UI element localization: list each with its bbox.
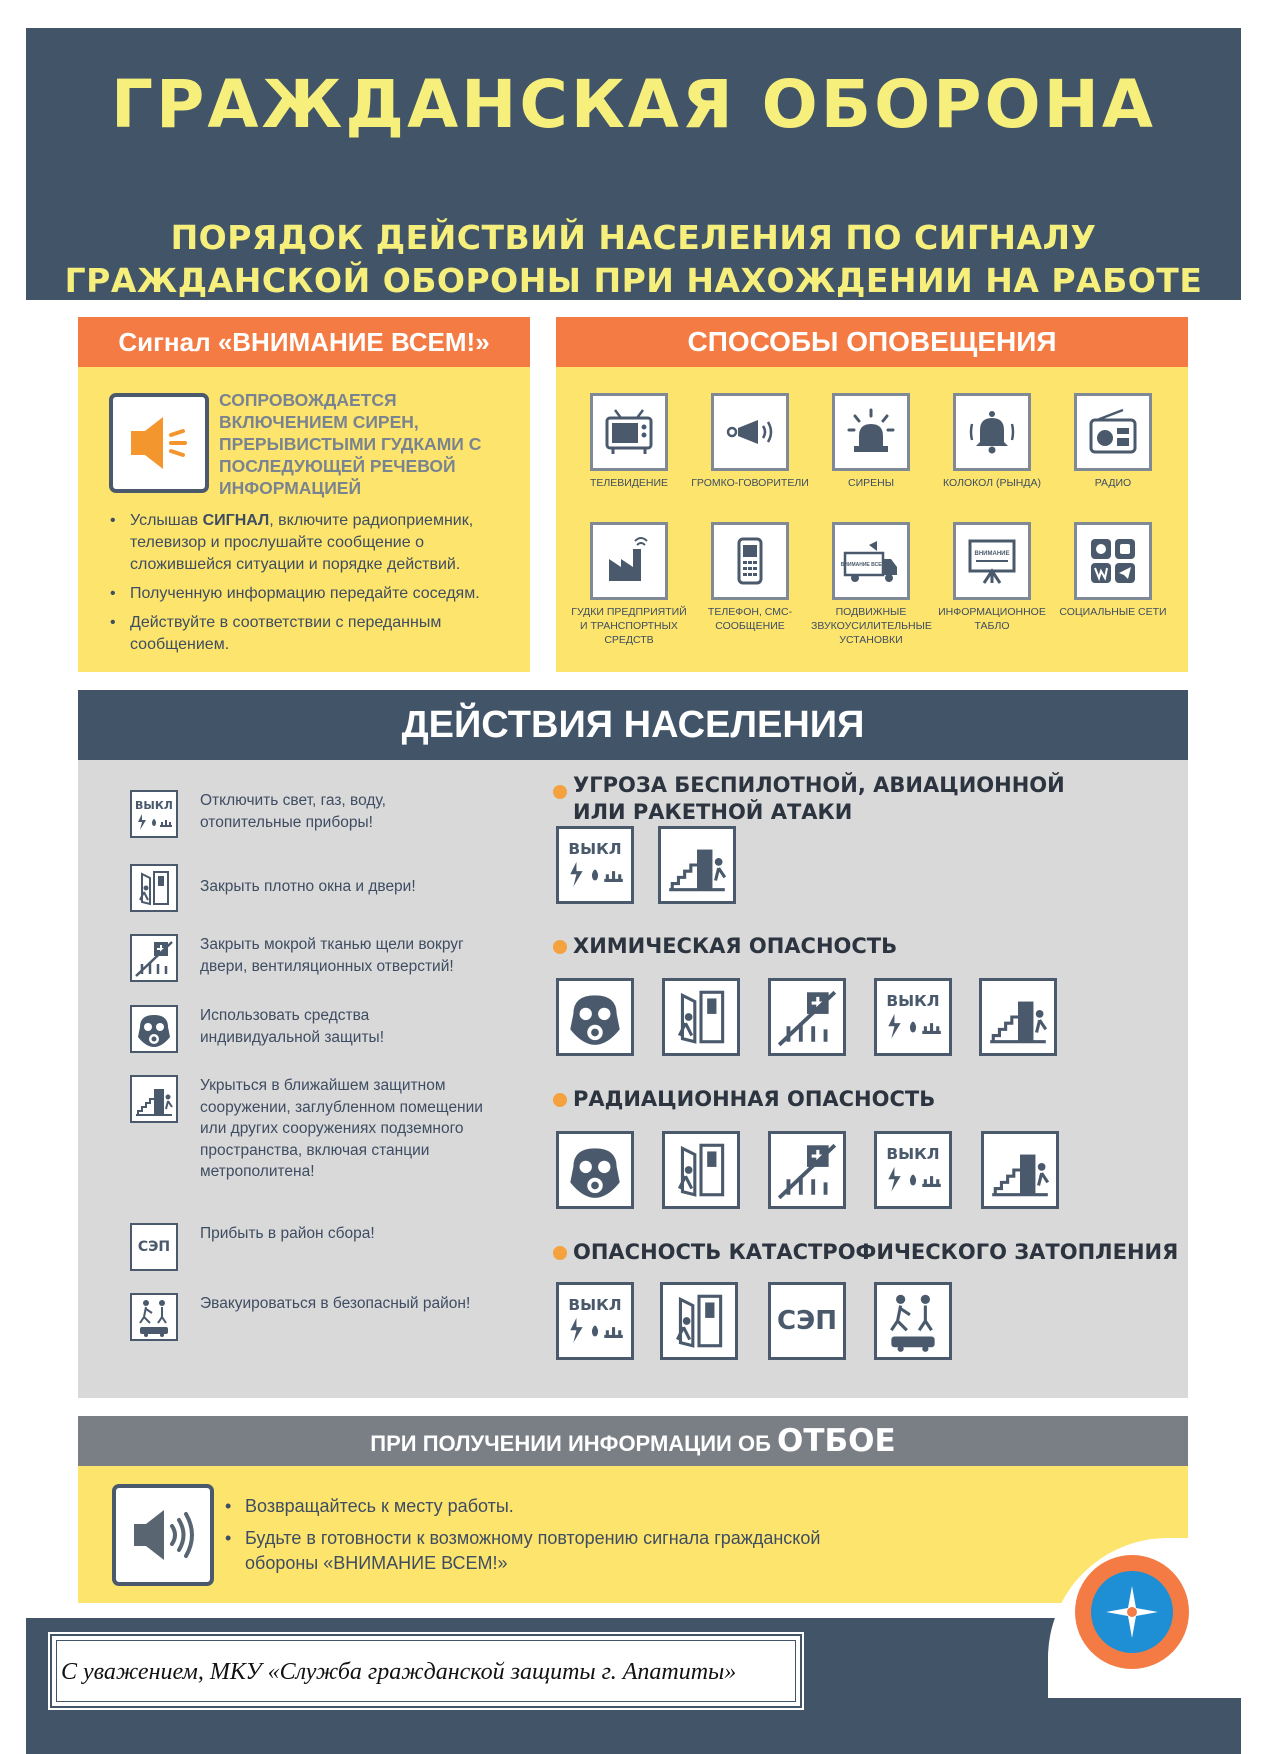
page-subtitle (26, 216, 1241, 302)
shelter-icon (658, 826, 736, 904)
method-label: КОЛОКОЛ (РЫНДА) (943, 477, 1041, 489)
close-doors-icon (662, 1131, 740, 1209)
action-text: Прибыть в район сбора! (200, 1225, 375, 1242)
method-label: СОЦИАЛЬНЫЕ СЕТИ (1059, 606, 1167, 618)
close-doors-icon (662, 978, 740, 1056)
threat-title-line: ИЛИ РАКЕТНОЙ АТАКИ (573, 800, 853, 824)
switch-off-icon (556, 1282, 634, 1360)
close-doors-icon (660, 1282, 738, 1360)
action-text: Укрыться в ближайшем защитном сооружении, заглубленном помещении или других сооружениях подземного пространства, включая станции метрополитена! (200, 1077, 483, 1180)
signal-bullet-1 (108, 510, 523, 576)
switch-off-icon (130, 790, 178, 838)
evacuation-icon (874, 1282, 952, 1360)
board-sign-text: ВНИМАНИЕ (974, 551, 1010, 557)
page-title: ГРАЖДАНСКАЯ ОБОРОНА (111, 66, 1156, 143)
method-tv (569, 393, 689, 490)
all-clear-title-strong: ОТБОЕ (777, 1423, 896, 1459)
method-label: ИНФОРМАЦИОННОЕ ТАБЛО (938, 606, 1046, 632)
radio-icon (1074, 393, 1152, 471)
bell-icon (953, 393, 1031, 471)
method-loudspeakers (690, 393, 810, 490)
off-label: ВЫКЛ (568, 1296, 622, 1315)
actions-title: ДЕЙСТВИЯ НАСЕЛЕНИЯ (78, 690, 1188, 760)
van-sign-text: ВНИМАНИЕ ВСЕМ! (840, 562, 888, 568)
board-icon (953, 522, 1031, 600)
gas-mask-icon (556, 1131, 634, 1209)
method-label: ТЕЛЕФОН, СМС-СООБЩЕНИЕ (707, 606, 793, 632)
shelter-icon (981, 1131, 1059, 1209)
gas-mask-icon (130, 1005, 178, 1053)
action-text: Закрыть плотно окна и двери! (200, 878, 416, 895)
phone-icon (711, 522, 789, 600)
method-label: СИРЕНЫ (847, 477, 894, 489)
loudspeaker-icon (711, 393, 789, 471)
signal-description: СОПРОВОЖДАЕТСЯ ВКЛЮЧЕНИЕМ СИРЕН, ПРЕРЫВИСТЫМИ ГУДКАМИ С ПОСЛЕДУЮЩЕЙ РЕЧЕВОЙ ИНФОРМАЦИЕЙ (219, 390, 482, 498)
signature-box (50, 1634, 802, 1708)
social-icon (1074, 522, 1152, 600)
header-banner (26, 28, 1241, 300)
sep-icon (768, 1282, 846, 1360)
action-text: Использовать средства индивидуальной защиты! (200, 1007, 385, 1046)
bullet-prefix: Услышав (130, 512, 203, 529)
no-ventilation-icon (768, 1131, 846, 1209)
switch-off-icon (874, 978, 952, 1056)
threat-bullet-dot (553, 940, 567, 954)
all-clear-bullet-1: • Возвращайтесь к месту работы. (223, 1494, 843, 1519)
action-text: Закрыть мокрой тканью щели вокруг двери, вентиляционных отверстий! (200, 936, 464, 975)
actions-panel (78, 760, 1188, 1398)
switch-off-icon (556, 826, 634, 904)
signal-title: Сигнал «ВНИМАНИЕ ВСЕМ!» (78, 317, 530, 367)
method-label: ГРОМКО-ГОВОРИТЕЛИ (691, 477, 809, 489)
all-clear-title-prefix: ПРИ ПОЛУЧЕНИИ ИНФОРМАЦИИ ОБ (370, 1431, 771, 1456)
civil-defense-emblem (1075, 1555, 1189, 1669)
methods-title: СПОСОБЫ ОПОВЕЩЕНИЯ (556, 317, 1188, 367)
no-ventilation-icon (130, 934, 178, 982)
action-text: Эвакуироваться в безопасный район! (200, 1295, 471, 1312)
threat-title-radiation: РАДИАЦИОННАЯ ОПАСНОСТЬ (573, 1087, 936, 1111)
off-label: ВЫКЛ (135, 799, 173, 812)
bullet-rest: , включите радиоприемник, телевизор и прослушайте сообщение о сложившейся ситуации и порядке действий. (130, 512, 474, 573)
threat-bullet-dot (553, 1246, 567, 1260)
method-label: ПОДВИЖНЫЕ ЗВУКОУСИЛИТЕЛЬНЫЕ УСТАНОВКИ (811, 606, 932, 646)
method-factory-horns (569, 522, 689, 647)
method-radio (1053, 393, 1173, 490)
sep-icon (130, 1223, 178, 1271)
speaker-icon (109, 393, 209, 493)
sep-label: СЭП (777, 1306, 837, 1336)
tv-icon (590, 393, 668, 471)
signature-text: С уважением, МКУ «Служба гражданской защиты г. Апатиты» (56, 1640, 796, 1702)
off-label: ВЫКЛ (886, 992, 940, 1011)
off-label: ВЫКЛ (886, 1145, 940, 1164)
all-clear-instructions (223, 1494, 843, 1583)
method-sirens (811, 393, 931, 490)
speaker-icon (112, 1484, 214, 1586)
signal-instructions (108, 510, 523, 663)
signal-panel (78, 317, 530, 672)
off-label: ВЫКЛ (568, 840, 622, 859)
method-info-board (932, 522, 1052, 633)
emblem-star-icon (1091, 1571, 1173, 1653)
subtitle-line-2: ГРАЖДАНСКОЙ ОБОРОНЫ ПРИ НАХОЖДЕНИИ НА РАБОТЕ (64, 261, 1203, 300)
notification-methods-panel (556, 317, 1188, 672)
subtitle-line-1: ПОРЯДОК ДЕЙСТВИЙ НАСЕЛЕНИЯ ПО СИГНАЛУ (170, 218, 1097, 257)
factory-icon (590, 522, 668, 600)
method-bell (932, 393, 1052, 490)
siren-icon (832, 393, 910, 471)
switch-off-icon (874, 1131, 952, 1209)
threat-bullet-dot (553, 785, 567, 799)
method-label: РАДИО (1094, 477, 1132, 489)
gas-mask-icon (556, 978, 634, 1056)
bullet-bold: СИГНАЛ (202, 512, 270, 529)
shelter-icon (130, 1075, 178, 1123)
signal-bullet-2: • Полученную информацию передайте соседям. (108, 583, 523, 605)
method-phone (690, 522, 810, 633)
signal-bullet-3: • Действуйте в соответствии с переданным сообщением. (108, 612, 523, 656)
action-text: Отключить свет, газ, воду, отопительные приборы! (200, 792, 386, 831)
threat-title-flood: ОПАСНОСТЬ КАТАСТРОФИЧЕСКОГО ЗАТОПЛЕНИЯ (573, 1240, 1179, 1264)
all-clear-bullet-2: • Будьте в готовности к возможному повторению сигнала гражданской обороны «ВНИМАНИЕ ВСЕМ!» (223, 1526, 843, 1576)
all-clear-title (78, 1416, 1188, 1466)
sep-label: СЭП (137, 1239, 171, 1255)
shelter-icon (979, 978, 1057, 1056)
threat-title-chemical: ХИМИЧЕСКАЯ ОПАСНОСТЬ (573, 934, 898, 958)
close-doors-icon (130, 864, 178, 912)
no-ventilation-icon (768, 978, 846, 1056)
method-label: ГУДКИ ПРЕДПРИЯТИЙ И ТРАНСПОРТНЫХ СРЕДСТВ (571, 606, 687, 646)
evacuation-icon (130, 1293, 178, 1341)
van-icon (832, 522, 910, 600)
threat-title-drone (573, 772, 1065, 826)
method-label: ТЕЛЕВИДЕНИЕ (589, 477, 669, 489)
method-mobile-speakers (811, 522, 931, 647)
method-social (1053, 522, 1173, 619)
threat-bullet-dot (553, 1093, 567, 1107)
all-clear-panel (78, 1466, 1188, 1603)
threat-title-line: УГРОЗА БЕСПИЛОТНОЙ, АВИАЦИОННОЙ (573, 773, 1065, 797)
